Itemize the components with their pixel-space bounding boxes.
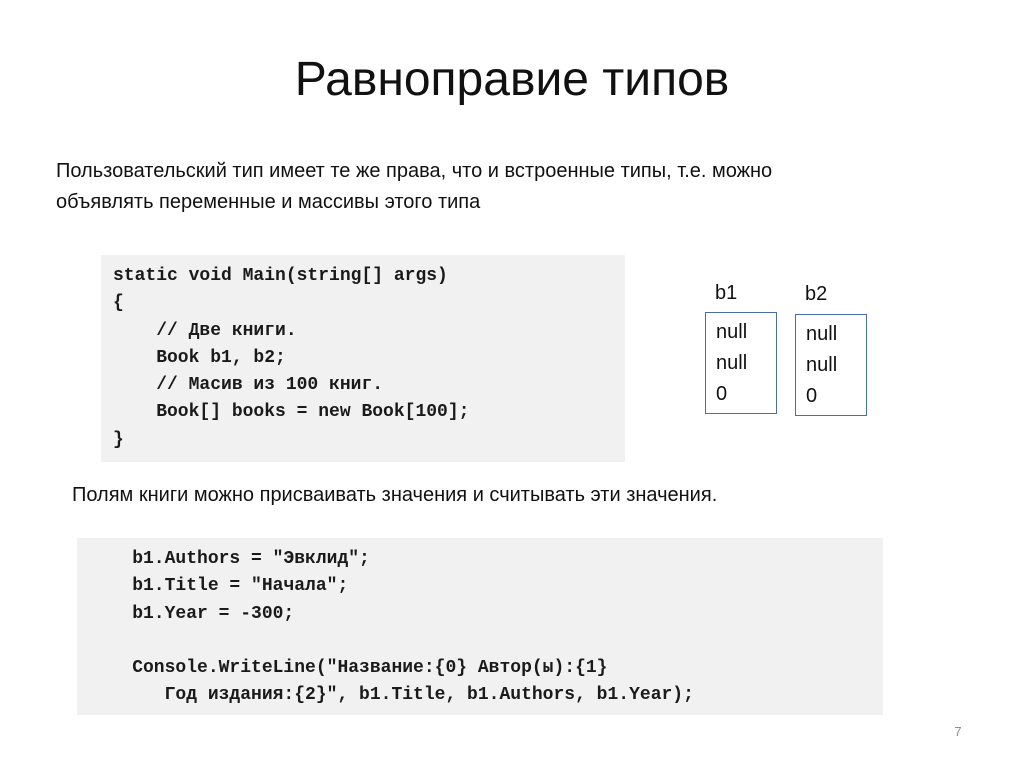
code-line: Год издания:{2}", b1.Title, b1.Authors, b1.Year); [89,685,694,706]
code-line: Book b1, b2; [113,347,286,368]
code-line: b1.Authors = "Эвклид"; [89,549,370,569]
object-label-b1: b1 [715,282,738,304]
object-box-b2 [795,314,867,416]
object-field: 0 [716,383,728,405]
intro-text [56,156,956,218]
object-field: null [806,354,838,376]
object-label-b2: b2 [805,283,828,305]
object-field: null [716,352,748,374]
code-line: { [113,293,124,314]
code-line: Book[] books = new Book[100]; [113,402,470,423]
code-line: b1.Year = -300; [89,603,295,624]
code-block-assignments [77,538,883,715]
slide-title: Равноправие типов [294,53,730,106]
note-text: Полям книги можно присваивать значения и считывать эти значения. [72,484,718,506]
code-line [89,628,871,655]
code-block-declarations [101,255,625,462]
intro-line: Пользовательский тип имеет те же права, что и встроенные типы, т.е. можно [56,160,773,182]
code-line: b1.Title = "Начала"; [89,576,349,597]
intro-line: объявлять переменные и массивы этого типа [56,191,481,213]
code-line: static void Main(string[] args) [113,266,448,286]
object-field: null [716,321,748,343]
object-field: 0 [806,385,818,407]
object-field: null [806,323,838,345]
code-line: // Две книги. [113,320,297,341]
object-box-b1 [705,312,777,414]
page-number: 7 [954,724,962,739]
code-line: Console.WriteLine("Название:{0} Автор(ы):{1} [89,658,608,679]
code-line: } [113,429,124,450]
code-line: // Масив из 100 книг. [113,375,384,396]
